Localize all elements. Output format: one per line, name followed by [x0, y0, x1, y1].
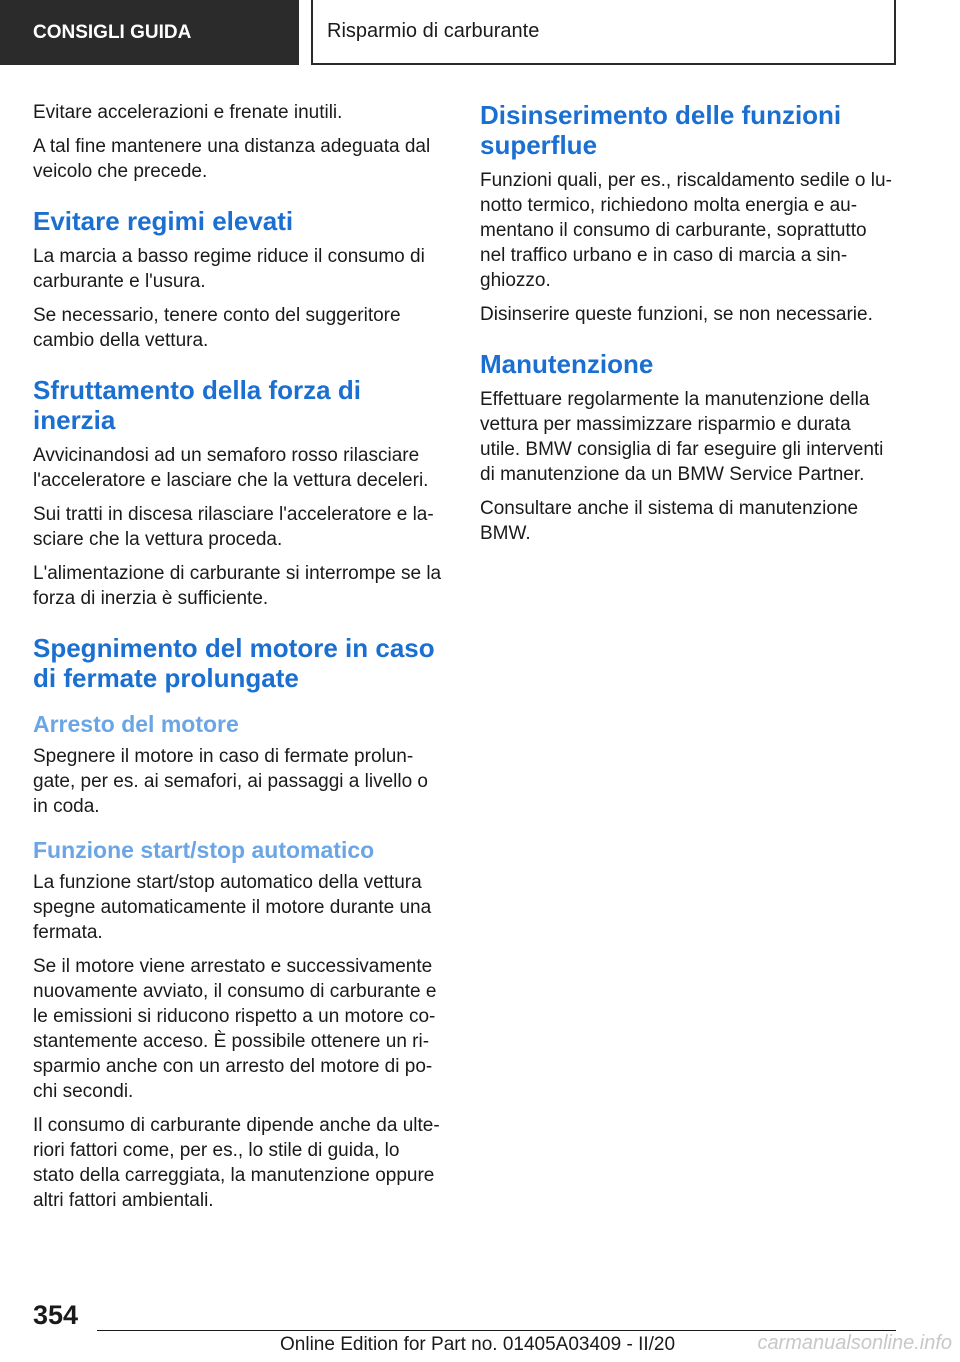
paragraph: Avvicinandosi ad un semaforo rosso rilasciare l'acceleratore e lasciare che la vettura deceleri. [33, 445, 429, 491]
paragraph: L'alimentazione di carburante si interrompe se la forza di inerzia è sufficiente. [33, 563, 442, 609]
paragraph: Se il motore viene arrestato e successivamente nuovamente avviato, il consumo di carburante e le emissioni si riducono rispetto a un motore costantemente acceso. È possibile ottenere un risparmio anche con un arresto del motore di pochi secondi. [33, 956, 437, 1102]
paragraph: Disinserire queste funzioni, se non necessarie. [480, 304, 873, 325]
watermark-brand[interactable]: carmanualsonline.info [757, 1332, 952, 1354]
paragraph: Se necessario, tenere conto del suggeritore cambio della vettura. [33, 305, 401, 351]
heading-disinserimento-funzioni: Disinserimento delle funzioni superflue [480, 100, 842, 160]
heading-evitare-regimi: Evitare regimi elevati [33, 206, 294, 236]
paragraph: A tal fine mantenere una distanza adeguata dal veicolo che precede. [33, 136, 431, 182]
subheading-start-stop: Funzione start/stop automatico [33, 837, 375, 863]
page-number: 354 [33, 1300, 79, 1330]
paragraph: Il consumo di carburante dipende anche da ulteriori fattori come, per es., lo stile di guida, lo stato della carreggiata, la manutenzione oppure altri fattori ambientali. [33, 1115, 440, 1211]
right-column [480, 100, 896, 555]
paragraph: Spegnere il motore in caso di fermate prolungate, per es. ai semafori, ai passaggi a livello o in coda. [33, 746, 428, 817]
heading-forza-inerzia: Sfruttamento della forza di inerzia [33, 375, 361, 435]
edition-note: Online Edition for Part no. 01405A03409 - II/20 [280, 1334, 676, 1355]
paragraph: Funzioni quali, per es., riscaldamento sedile o lunotto termico, richiedono molta energia e aumentano il consumo di carburante, soprattutto nel traffico urbano e in caso di marcia a singhiozzo. [480, 170, 892, 291]
footer-divider [97, 1330, 896, 1331]
subheading-arresto-motore: Arresto del motore [33, 711, 239, 737]
paragraph: Evitare accelerazioni e frenate inutili. [33, 102, 343, 123]
chapter-title [311, 0, 896, 65]
paragraph: Effettuare regolarmente la manutenzione della vettura per massimizzare risparmio e durata utile. BMW consiglia di far eseguire gli interventi di manutenzione da un BMW Service Partner. [480, 389, 884, 485]
heading-manutenzione: Manutenzione [480, 349, 654, 379]
left-column [33, 100, 443, 1222]
section-label: CONSIGLI GUIDA [0, 0, 299, 65]
paragraph: La marcia a basso regime riduce il consumo di carburante e l'usura. [33, 246, 425, 292]
chapter-title-text: Risparmio di carburante [327, 20, 540, 42]
heading-spegnimento-motore: Spegnimento del motore in caso di fermate prolungate [33, 633, 435, 693]
paragraph: Consultare anche il sistema di manutenzione BMW. [480, 498, 859, 544]
paragraph: Sui tratti in discesa rilasciare l'acceleratore e lasciare che la vettura proceda. [33, 504, 434, 550]
paragraph: La funzione start/stop automatico della vettura spegne automaticamente il motore durante una fermata. [33, 872, 432, 943]
